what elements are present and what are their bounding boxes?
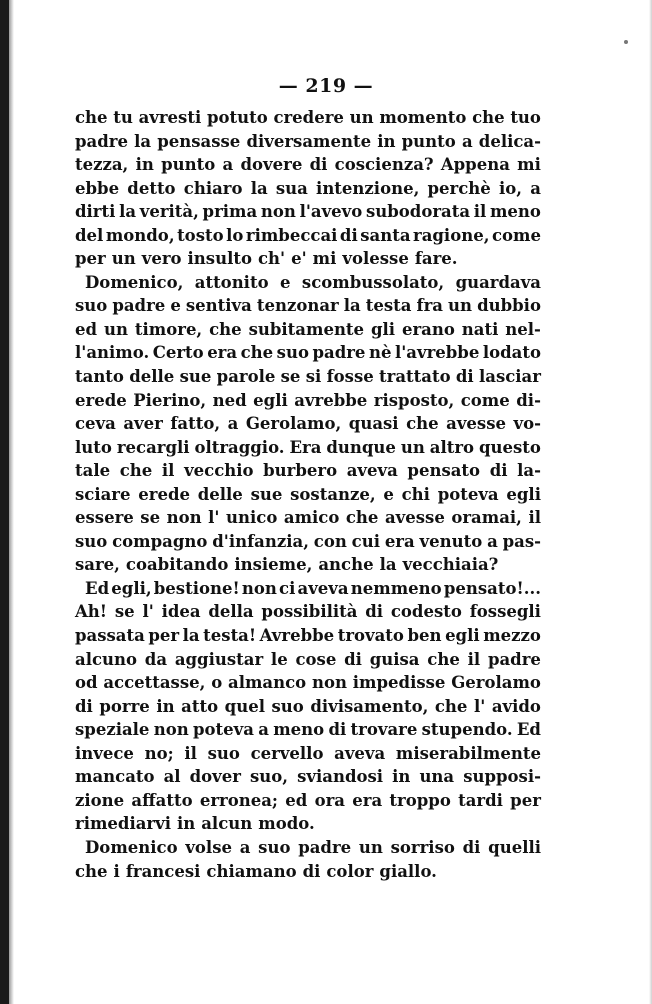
text-line: luto recargli oltraggio. Era dunque un altro questo [75,437,541,457]
text-line: passata per la testa! Avrebbe trovato ben egli mezzo [75,626,541,646]
text-line: Domenico volse a suo padre un sorriso di quelli [85,837,541,857]
text-line: invece no; il suo cervello aveva miserabilmente [75,743,541,763]
text-line: ceva aver fatto, a Gerolamo, quasi che avesse vo- [75,414,541,434]
body-text [75,106,541,883]
text-line: zione affatto erronea; ed ora era troppo tardi per [75,790,541,810]
paragraph [75,836,541,883]
text-line: del mondo, tosto lo rimbeccai di santa ragione, come [75,225,541,245]
text-line: che tu avresti potuto credere un momento che tuo [75,108,541,127]
text-line: od accettasse, o almanco non impedisse Gerolamo [75,673,541,693]
text-line: Domenico, attonito e scombussolato, guardava [85,272,541,292]
page-edge-shadow [0,0,9,1004]
text-line: rimediarvi in alcun modo. [75,814,315,834]
text-line: sare, coabitando insieme, anche la vecchiaia? [75,555,499,575]
text-line: ebbe detto chiaro la sua intenzione, perchè io, a [75,178,541,198]
text-line: ed un timore, che subitamente gli erano nati nel- [75,319,541,339]
text-line: dirti la verità, prima non l'avevo subodorata il meno [75,202,541,222]
paragraph [75,577,541,836]
text-line: suo padre e sentiva tenzonar la testa fra un dubbio [75,296,541,316]
text-line: speziale non poteva a meno di trovare stupendo. Ed [75,720,541,740]
page-number: — 219 — [278,75,374,97]
text-line: essere se non l' unico amico che avesse oramai, il [75,508,541,528]
text-line: mancato al dover suo, sviandosi in una supposi- [75,767,541,787]
paragraph [75,106,541,271]
text-line: per un vero insulto ch' e' mi volesse fare. [75,249,458,269]
text-line: che i francesi chiamano di color giallo. [75,861,437,881]
text-line: di porre in atto quel suo divisamento, che l' avido [75,696,541,716]
page-edge-gradient [9,0,14,1004]
text-line: tale che il vecchio burbero aveva pensato di la- [75,461,541,481]
text-line: alcuno da aggiustar le cose di guisa che il padre [75,649,541,669]
paper-speck [624,40,628,44]
text-line: tanto delle sue parole se si fosse trattato di lasciar [75,367,541,387]
text-line: Ed egli, bestione! non ci aveva nemmeno pensato!... [85,578,541,598]
text-line: suo compagno d'infanzia, con cui era venuto a pas- [75,531,541,551]
text-line: sciare erede delle sue sostanze, e chi poteva egli [75,484,541,504]
text-line: padre la pensasse diversamente in punto a delica- [75,131,541,151]
text-line: erede Pierino, ned egli avrebbe risposto, come di- [75,390,541,410]
text-line: Ah! se l' idea della possibilità di codesto fossegli [75,602,541,622]
text-line: tezza, in punto a dovere di coscienza? Appena mi [75,155,541,175]
paragraph [75,271,541,577]
text-line: l'animo. Certo era che suo padre nè l'avrebbe lodato [75,343,541,363]
